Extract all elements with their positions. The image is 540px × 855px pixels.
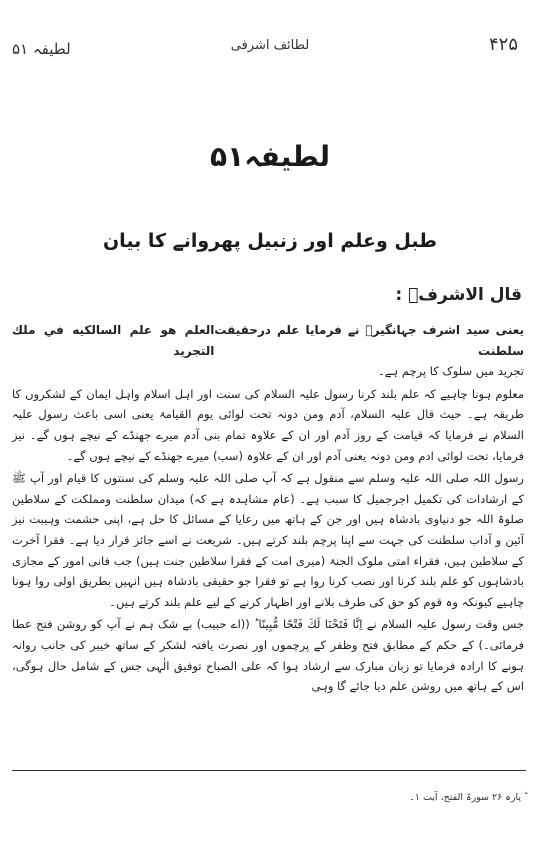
arabic-quote-line — [12, 320, 524, 361]
footnote-divider — [12, 770, 526, 771]
paragraph: معلوم ہونا چاہیے کہ علم بلند کرنا رسول علیہ السلام کی سنت اور اہل اسلام واہل ایمان کے لشکروں کا طریقہ ہے۔ حیث قال علیہ السلام، آدم ومن دونہ تحت لوائی یوم القیامۃ یعنی اسی باعث رسول علیہ السلام نے فرمایا کہ قیامت کے روز آدم اور ان کے علاوہ تمام بنی آدم میرے جھنڈے کے نیچے ہوں گے۔ نیز فرمایا، تحت لوائی ادم ومن دونہ یعنی آدم اور ان کے علاوہ (سب) میرے جھنڈے کے نیچے ہوں گے۔ — [12, 386, 524, 463]
arabic-quote: العلم هو علم السالكيه في ملك التجريد — [12, 323, 215, 358]
paragraph: جس وقت رسول علیہ السلام نے اِنَّا فَتَحْنَا لَكَ فَتْحًا مُّبِينًا ؕ ((اے حبیب) بے شک ہم نے آپ کو روشن فتح عطا فرمائی۔) کے حکم کے مطابق فتح وظفر کے پرچموں اور نصرت یافتہ لشکر کے ساتھ خیبر کی جانب روانہ ہونے کا ارادہ فرمایا تو زبان مبارک سے ارشاد ہوا کہ علی الصباح توفیق الٰہی جس کے شامل حال ہوگی، اس کے ہاتھ میں روشن علم دیا جائے گا وہی — [12, 617, 524, 694]
running-title: لطائف اشرفی — [230, 38, 310, 53]
paragraph: رسول اللہ صلی اللہ علیہ وسلم سے منقول ہے کہ آپ صلی اللہ علیہ وسلم کی سنتوں کا قیام اور آپ ﷺ کے ارشادات کی تکمیل اجرجمیل کا سبب ہے۔ (عام مشاہدہ ہے کہ) میدان سلطنت ومملکت کے سلاطین صلوۃ اللہ جو دنیاوی بادشاہ ہیں اور جن کے ہاتھ میں رعایا کے مسائل کا حل ہے، اپنی حشمت وہیبت نیز آئین و آداب سلطنت کی جہت سے اپنا پرچم بلند کرتے ہیں۔ شریعت نے اسے جائز قرار دیا ہے۔ فقرا آخرت کے سلاطین ہیں، فقراء امتی ملوک الجنۃ (میری امت کے فقرا سلاطین جنت ہیں) جب فانی امور کے مجازی بادشاہوں کو علم بلند کرنا اور نصب کرنا روا ہے تو فقرا جو حقیقی بادشاہ ہیں انہیں بطریق اولی روا ہونا چاہیے کیونکہ وہ قوم کو حق کی طرف بلانے اور اظہار کرنے کے لیے علم بلند کرتے ہیں۔ — [12, 471, 524, 609]
footnote: ؕ پارہ ۲۶ سورۃ الفتح، آیت ۱۔ — [409, 792, 524, 803]
chapter-title: لطیفہ۵۱ — [210, 140, 330, 173]
translation-line-b: تجرید میں سلوک کا پرچم ہے۔ — [377, 364, 524, 379]
qal-heading: قال الاشرفؒ : — [395, 285, 522, 305]
body-text — [12, 320, 524, 699]
translation-line-a: یعنی سید اشرف جہانگیرؒ نے فرمایا علم درحقیقت سلطنت — [214, 323, 524, 358]
page-number: ۴۲۵ — [488, 34, 518, 55]
chapter-label: لطیفہ ۵۱ — [12, 40, 71, 58]
chapter-subtitle: طبل وعلم اور زنبیل پھروانے کا بیان — [102, 230, 438, 252]
